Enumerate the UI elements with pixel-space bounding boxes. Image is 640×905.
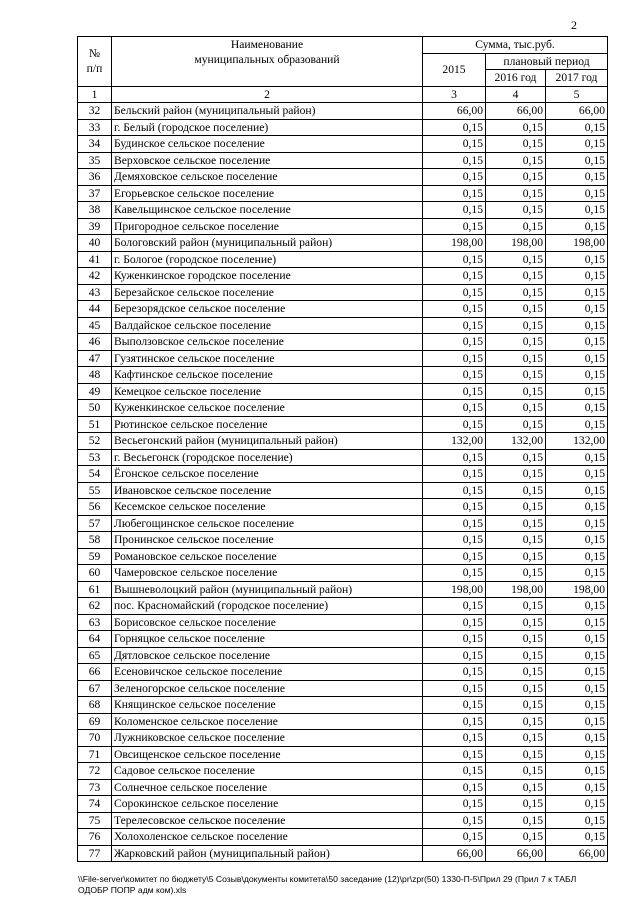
value-2015: 0,15 — [423, 449, 486, 466]
value-2015: 198,00 — [423, 581, 486, 598]
table-row — [78, 812, 608, 829]
table-row — [78, 218, 608, 235]
municipality-name: Куженкинское городское поселение — [112, 268, 423, 285]
table-row — [78, 664, 608, 681]
value-2016: 0,15 — [486, 383, 546, 400]
table-body — [78, 37, 608, 862]
municipality-name: Березорядское сельское поселение — [112, 301, 423, 318]
header-row-1 — [78, 37, 608, 54]
file-path-line-2: ОДОБР ПОПР адм ком).xls — [78, 885, 187, 895]
municipality-name: Рютинское сельское поселение — [112, 416, 423, 433]
municipality-name: Садовое сельское поселение — [112, 763, 423, 780]
table-row — [78, 136, 608, 153]
value-2017: 0,15 — [546, 449, 608, 466]
value-2015: 0,15 — [423, 400, 486, 417]
municipality-name: Овсищенское сельское поселение — [112, 746, 423, 763]
municipality-name: Кемецкое сельское поселение — [112, 383, 423, 400]
value-2016: 0,15 — [486, 647, 546, 664]
table-row — [78, 697, 608, 714]
row-number: 45 — [78, 317, 112, 334]
value-2015: 0,15 — [423, 680, 486, 697]
value-2016: 0,15 — [486, 499, 546, 516]
column-index-row — [78, 86, 608, 103]
row-number: 55 — [78, 482, 112, 499]
table-row — [78, 350, 608, 367]
municipality-name: Березайское сельское поселение — [112, 284, 423, 301]
header-year-2015: 2015 — [423, 53, 486, 86]
value-2017: 0,15 — [546, 664, 608, 681]
row-number: 52 — [78, 433, 112, 450]
table-row — [78, 680, 608, 697]
value-2016: 0,15 — [486, 185, 546, 202]
row-number: 64 — [78, 631, 112, 648]
table-row — [78, 499, 608, 516]
value-2016: 0,15 — [486, 350, 546, 367]
municipality-name: г. Белый (городское поселение) — [112, 119, 423, 136]
municipality-name: Жарковский район (муниципальный район) — [112, 845, 423, 862]
row-number: 51 — [78, 416, 112, 433]
table-row — [78, 152, 608, 169]
row-number: 68 — [78, 697, 112, 714]
value-2016: 0,15 — [486, 152, 546, 169]
value-2016: 66,00 — [486, 103, 546, 120]
row-number: 44 — [78, 301, 112, 318]
table-row — [78, 383, 608, 400]
value-2016: 0,15 — [486, 515, 546, 532]
row-number: 67 — [78, 680, 112, 697]
table-row — [78, 746, 608, 763]
value-2015: 0,15 — [423, 301, 486, 318]
table-row — [78, 235, 608, 252]
value-2016: 0,15 — [486, 796, 546, 813]
municipality-name: Терелесовское сельское поселение — [112, 812, 423, 829]
value-2015: 0,15 — [423, 218, 486, 235]
value-2016: 0,15 — [486, 614, 546, 631]
municipality-name: Княщинское сельское поселение — [112, 697, 423, 714]
table-row — [78, 185, 608, 202]
value-2016: 0,15 — [486, 301, 546, 318]
header-num — [78, 37, 112, 87]
value-2017: 0,15 — [546, 730, 608, 747]
file-path-line-1: \\File-server\комитет по бюджету\5 Созыв\документы комитета\50 заседание (12)\pr\zpr(50) 1330-П-5\Прил 29 (Прил 7 к ТАБЛ — [78, 874, 577, 884]
table-row — [78, 301, 608, 318]
value-2017: 0,15 — [546, 383, 608, 400]
value-2016: 0,15 — [486, 548, 546, 565]
value-2017: 0,15 — [546, 416, 608, 433]
value-2015: 0,15 — [423, 598, 486, 615]
value-2015: 0,15 — [423, 251, 486, 268]
value-2015: 0,15 — [423, 119, 486, 136]
value-2017: 66,00 — [546, 845, 608, 862]
row-number: 35 — [78, 152, 112, 169]
municipality-name: Солнечное сельское поселение — [112, 779, 423, 796]
table-row — [78, 598, 608, 615]
col-index-2: 2 — [112, 86, 423, 103]
row-number: 66 — [78, 664, 112, 681]
table-row — [78, 367, 608, 384]
value-2016: 0,15 — [486, 466, 546, 483]
value-2015: 0,15 — [423, 647, 486, 664]
table-row — [78, 119, 608, 136]
municipality-name: Горняцкое сельское поселение — [112, 631, 423, 648]
header-plan-period: плановый период — [486, 53, 608, 70]
value-2016: 0,15 — [486, 631, 546, 648]
table-row — [78, 169, 608, 186]
value-2016: 0,15 — [486, 400, 546, 417]
value-2017: 0,15 — [546, 565, 608, 582]
table-row — [78, 317, 608, 334]
value-2016: 0,15 — [486, 334, 546, 351]
value-2017: 0,15 — [546, 334, 608, 351]
row-number: 48 — [78, 367, 112, 384]
value-2016: 0,15 — [486, 367, 546, 384]
row-number: 38 — [78, 202, 112, 219]
row-number: 50 — [78, 400, 112, 417]
value-2017: 0,15 — [546, 482, 608, 499]
value-2016: 0,15 — [486, 119, 546, 136]
col-index-1: 1 — [78, 86, 112, 103]
value-2017: 0,15 — [546, 631, 608, 648]
table-row — [78, 268, 608, 285]
row-number: 72 — [78, 763, 112, 780]
row-number: 58 — [78, 532, 112, 549]
value-2016: 0,15 — [486, 829, 546, 846]
value-2015: 0,15 — [423, 697, 486, 714]
value-2017: 0,15 — [546, 466, 608, 483]
row-number: 36 — [78, 169, 112, 186]
municipality-name: Кафтинское сельское поселение — [112, 367, 423, 384]
value-2016: 0,15 — [486, 317, 546, 334]
municipality-name: Ивановское сельское поселение — [112, 482, 423, 499]
value-2015: 0,15 — [423, 367, 486, 384]
municipality-name: Гузятинское сельское поселение — [112, 350, 423, 367]
value-2017: 0,15 — [546, 829, 608, 846]
value-2015: 0,15 — [423, 268, 486, 285]
value-2015: 0,15 — [423, 796, 486, 813]
municipality-name: Зеленогорское сельское поселение — [112, 680, 423, 697]
value-2015: 0,15 — [423, 169, 486, 186]
value-2017: 0,15 — [546, 532, 608, 549]
row-number: 73 — [78, 779, 112, 796]
value-2016: 0,15 — [486, 532, 546, 549]
row-number: 49 — [78, 383, 112, 400]
header-num-label: № п/п — [86, 47, 103, 76]
value-2015: 0,15 — [423, 664, 486, 681]
row-number: 69 — [78, 713, 112, 730]
value-2017: 0,15 — [546, 812, 608, 829]
table-row — [78, 251, 608, 268]
row-number: 70 — [78, 730, 112, 747]
municipality-name: Верховское сельское поселение — [112, 152, 423, 169]
table-row — [78, 532, 608, 549]
value-2015: 0,15 — [423, 746, 486, 763]
value-2017: 0,15 — [546, 614, 608, 631]
value-2016: 0,15 — [486, 284, 546, 301]
row-number: 76 — [78, 829, 112, 846]
table-row — [78, 763, 608, 780]
municipality-name: Бельский район (муниципальный район) — [112, 103, 423, 120]
value-2017: 66,00 — [546, 103, 608, 120]
value-2015: 0,15 — [423, 713, 486, 730]
value-2016: 0,15 — [486, 136, 546, 153]
table-row — [78, 548, 608, 565]
municipality-name: Ёгонское сельское поселение — [112, 466, 423, 483]
value-2016: 0,15 — [486, 202, 546, 219]
municipality-name: Есеновичское сельское поселение — [112, 664, 423, 681]
table-row — [78, 466, 608, 483]
value-2017: 0,15 — [546, 400, 608, 417]
municipality-name: Любегощинское сельское поселение — [112, 515, 423, 532]
value-2015: 0,15 — [423, 284, 486, 301]
value-2016: 0,15 — [486, 680, 546, 697]
row-number: 62 — [78, 598, 112, 615]
row-number: 59 — [78, 548, 112, 565]
value-2016: 0,15 — [486, 763, 546, 780]
row-number: 40 — [78, 235, 112, 252]
table-row — [78, 449, 608, 466]
table-row — [78, 614, 608, 631]
municipality-name: Романовское сельское поселение — [112, 548, 423, 565]
value-2016: 198,00 — [486, 581, 546, 598]
municipality-name: Пригородное сельское поселение — [112, 218, 423, 235]
page-number: 2 — [571, 18, 577, 32]
value-2017: 0,15 — [546, 284, 608, 301]
header-year-2016: 2016 год — [486, 70, 546, 87]
value-2016: 0,15 — [486, 416, 546, 433]
value-2017: 0,15 — [546, 301, 608, 318]
value-2015: 0,15 — [423, 532, 486, 549]
value-2016: 0,15 — [486, 565, 546, 582]
value-2015: 0,15 — [423, 334, 486, 351]
value-2015: 66,00 — [423, 103, 486, 120]
value-2017: 0,15 — [546, 185, 608, 202]
value-2016: 0,15 — [486, 730, 546, 747]
value-2015: 0,15 — [423, 730, 486, 747]
row-number: 37 — [78, 185, 112, 202]
row-number: 41 — [78, 251, 112, 268]
value-2015: 0,15 — [423, 136, 486, 153]
col-index-4: 4 — [486, 86, 546, 103]
value-2015: 0,15 — [423, 499, 486, 516]
value-2016: 0,15 — [486, 482, 546, 499]
row-number: 77 — [78, 845, 112, 862]
value-2017: 0,15 — [546, 746, 608, 763]
row-number: 47 — [78, 350, 112, 367]
municipality-name: Вышневолоцкий район (муниципальный район) — [112, 581, 423, 598]
value-2016: 0,15 — [486, 598, 546, 615]
col-index-3: 3 — [423, 86, 486, 103]
table-row — [78, 796, 608, 813]
col-index-5: 5 — [546, 86, 608, 103]
table-row — [78, 647, 608, 664]
value-2015: 0,15 — [423, 416, 486, 433]
municipality-name: Чамеровское сельское поселение — [112, 565, 423, 582]
table-row — [78, 334, 608, 351]
value-2017: 0,15 — [546, 152, 608, 169]
value-2015: 0,15 — [423, 631, 486, 648]
value-2017: 0,15 — [546, 202, 608, 219]
municipality-name: г. Бологое (городское поселение) — [112, 251, 423, 268]
row-number: 42 — [78, 268, 112, 285]
value-2016: 132,00 — [486, 433, 546, 450]
value-2017: 0,15 — [546, 350, 608, 367]
row-number: 60 — [78, 565, 112, 582]
value-2017: 0,15 — [546, 598, 608, 615]
row-number: 39 — [78, 218, 112, 235]
table-row — [78, 433, 608, 450]
value-2015: 0,15 — [423, 185, 486, 202]
value-2015: 0,15 — [423, 565, 486, 582]
row-number: 43 — [78, 284, 112, 301]
value-2017: 0,15 — [546, 317, 608, 334]
municipality-name: Бологовский район (муниципальный район) — [112, 235, 423, 252]
value-2015: 0,15 — [423, 829, 486, 846]
municipality-name: г. Весьегонск (городское поселение) — [112, 449, 423, 466]
value-2015: 0,15 — [423, 548, 486, 565]
value-2016: 0,15 — [486, 268, 546, 285]
value-2015: 198,00 — [423, 235, 486, 252]
table-row — [78, 284, 608, 301]
municipality-name: пос. Красномайский (городское поселение) — [112, 598, 423, 615]
value-2016: 198,00 — [486, 235, 546, 252]
value-2017: 0,15 — [546, 548, 608, 565]
municipality-name: Егорьевское сельское поселение — [112, 185, 423, 202]
row-number: 53 — [78, 449, 112, 466]
value-2017: 0,15 — [546, 779, 608, 796]
municipality-name: Пронинское сельское поселение — [112, 532, 423, 549]
municipality-name: Кесемское сельское поселение — [112, 499, 423, 516]
municipality-name: Будинское сельское поселение — [112, 136, 423, 153]
value-2017: 0,15 — [546, 499, 608, 516]
value-2017: 0,15 — [546, 268, 608, 285]
municipality-name: Лужниковское сельское поселение — [112, 730, 423, 747]
value-2017: 0,15 — [546, 136, 608, 153]
value-2016: 0,15 — [486, 218, 546, 235]
value-2015: 0,15 — [423, 515, 486, 532]
value-2017: 198,00 — [546, 581, 608, 598]
municipality-name: Кавельщинское сельское поселение — [112, 202, 423, 219]
value-2017: 0,15 — [546, 680, 608, 697]
municipality-name: Выползовское сельское поселение — [112, 334, 423, 351]
value-2017: 198,00 — [546, 235, 608, 252]
row-number: 33 — [78, 119, 112, 136]
table-row — [78, 400, 608, 417]
value-2015: 132,00 — [423, 433, 486, 450]
value-2017: 0,15 — [546, 251, 608, 268]
row-number: 46 — [78, 334, 112, 351]
value-2015: 0,15 — [423, 482, 486, 499]
table-row — [78, 730, 608, 747]
row-number: 32 — [78, 103, 112, 120]
row-number: 56 — [78, 499, 112, 516]
municipality-name: Демяховское сельское поселение — [112, 169, 423, 186]
value-2017: 0,15 — [546, 515, 608, 532]
municipality-name: Валдайское сельское поселение — [112, 317, 423, 334]
row-number: 71 — [78, 746, 112, 763]
value-2015: 0,15 — [423, 466, 486, 483]
value-2016: 0,15 — [486, 746, 546, 763]
value-2017: 0,15 — [546, 713, 608, 730]
row-number: 63 — [78, 614, 112, 631]
value-2017: 0,15 — [546, 763, 608, 780]
table-row — [78, 482, 608, 499]
table-row — [78, 779, 608, 796]
value-2015: 0,15 — [423, 614, 486, 631]
value-2015: 0,15 — [423, 812, 486, 829]
value-2015: 0,15 — [423, 383, 486, 400]
value-2016: 0,15 — [486, 251, 546, 268]
value-2015: 0,15 — [423, 202, 486, 219]
row-number: 54 — [78, 466, 112, 483]
table-row — [78, 829, 608, 846]
row-number: 74 — [78, 796, 112, 813]
value-2016: 0,15 — [486, 169, 546, 186]
budget-table — [77, 36, 608, 862]
value-2016: 0,15 — [486, 697, 546, 714]
value-2015: 0,15 — [423, 779, 486, 796]
municipality-name: Борисовское сельское поселение — [112, 614, 423, 631]
row-number: 65 — [78, 647, 112, 664]
table-row — [78, 713, 608, 730]
value-2017: 0,15 — [546, 367, 608, 384]
value-2016: 0,15 — [486, 812, 546, 829]
table-row — [78, 565, 608, 582]
row-number: 75 — [78, 812, 112, 829]
row-number: 61 — [78, 581, 112, 598]
header-sum: Сумма, тыс.руб. — [423, 37, 608, 54]
table-row — [78, 202, 608, 219]
value-2017: 0,15 — [546, 119, 608, 136]
municipality-name: Холохоленское сельское поселение — [112, 829, 423, 846]
value-2015: 0,15 — [423, 350, 486, 367]
value-2016: 0,15 — [486, 664, 546, 681]
municipality-name: Дятловское сельское поселение — [112, 647, 423, 664]
value-2016: 0,15 — [486, 713, 546, 730]
value-2015: 0,15 — [423, 317, 486, 334]
value-2016: 0,15 — [486, 449, 546, 466]
value-2017: 132,00 — [546, 433, 608, 450]
value-2017: 0,15 — [546, 697, 608, 714]
municipality-name: Весьегонский район (муниципальный район) — [112, 433, 423, 450]
table-row — [78, 103, 608, 120]
value-2017: 0,15 — [546, 796, 608, 813]
header-year-2017: 2017 год — [546, 70, 608, 87]
municipality-name: Сорокинское сельское поселение — [112, 796, 423, 813]
header-name-label: Наименование муниципальных образований — [194, 38, 340, 66]
municipality-name: Коломенское сельское поселение — [112, 713, 423, 730]
value-2017: 0,15 — [546, 647, 608, 664]
row-number: 57 — [78, 515, 112, 532]
value-2015: 66,00 — [423, 845, 486, 862]
table-row — [78, 416, 608, 433]
municipality-name: Куженкинское сельское поселение — [112, 400, 423, 417]
table-row — [78, 581, 608, 598]
value-2017: 0,15 — [546, 169, 608, 186]
value-2015: 0,15 — [423, 152, 486, 169]
table-row — [78, 631, 608, 648]
value-2016: 0,15 — [486, 779, 546, 796]
table-row — [78, 845, 608, 862]
header-name — [112, 37, 423, 87]
value-2015: 0,15 — [423, 763, 486, 780]
row-number: 34 — [78, 136, 112, 153]
file-path-footer — [78, 874, 618, 896]
value-2017: 0,15 — [546, 218, 608, 235]
value-2016: 66,00 — [486, 845, 546, 862]
table-row — [78, 515, 608, 532]
